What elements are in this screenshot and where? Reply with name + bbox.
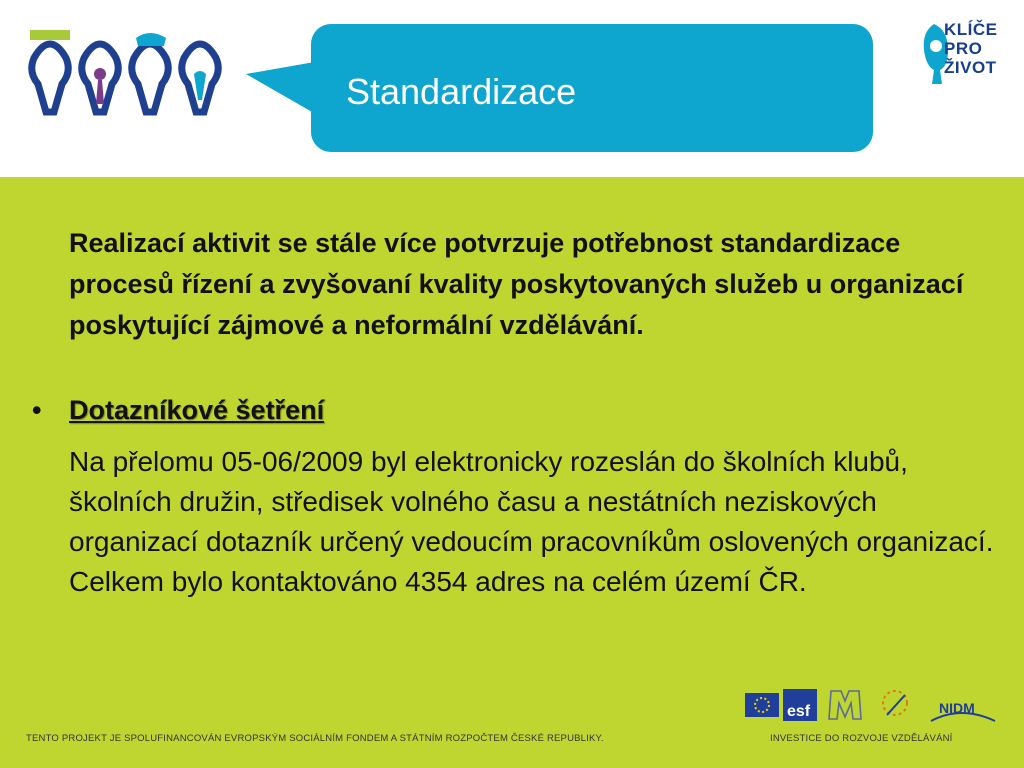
slide-title: Standardizace [346, 71, 577, 112]
slide-header [0, 0, 1024, 177]
svg-text:NIDM: NIDM [939, 700, 975, 716]
brand-text [944, 20, 998, 77]
footer-funding-text: TENTO PROJEKT JE SPOLUFINANCOVÁN EVROPSKÝM SOCIÁLNÍM FONDEM A STÁTNÍM ROZPOČTEM ČESKÉ REPUBLIKY. [26, 733, 604, 744]
brand-line: ŽIVOT [944, 58, 997, 77]
nidm-logo-icon [931, 700, 995, 721]
msmt-logo-icon [829, 691, 861, 719]
esf-logo-icon [783, 689, 817, 721]
intro-paragraph: Realizací aktivit se stále více potvrzuje potřebnost standardizace procesů řízení a zvyšovaní kvality poskytovaných služeb u organizací poskytující zájmové a neformální vzdělávání. [69, 228, 964, 340]
svg-text:esf: esf [787, 703, 811, 720]
footer-investment-text: INVESTICE DO ROZVOJE VZDĚLÁVÁNÍ [770, 733, 953, 744]
keyholes-logo-icon [26, 24, 222, 116]
brand-line: PRO [944, 39, 983, 58]
slide-body [0, 177, 1024, 768]
op-vk-logo-icon [883, 691, 907, 715]
partner-logos [745, 687, 1000, 727]
detail-paragraph: Na přelomu 05-06/2009 byl elektronicky rozeslán do školních klubů, školních družin, středisek volného času a nestátních neziskových organizací dotazník určený vedoucím pracovníkům oslovených organizací. Celkem bylo kontaktováno 4354 adres na celém území ČR. [69, 446, 994, 597]
bullet-heading: Dotazníkové šetření [69, 395, 325, 425]
eu-flag-icon [745, 693, 779, 717]
brand-line: KLÍČE [944, 20, 998, 39]
bullet-icon: • [32, 395, 42, 425]
